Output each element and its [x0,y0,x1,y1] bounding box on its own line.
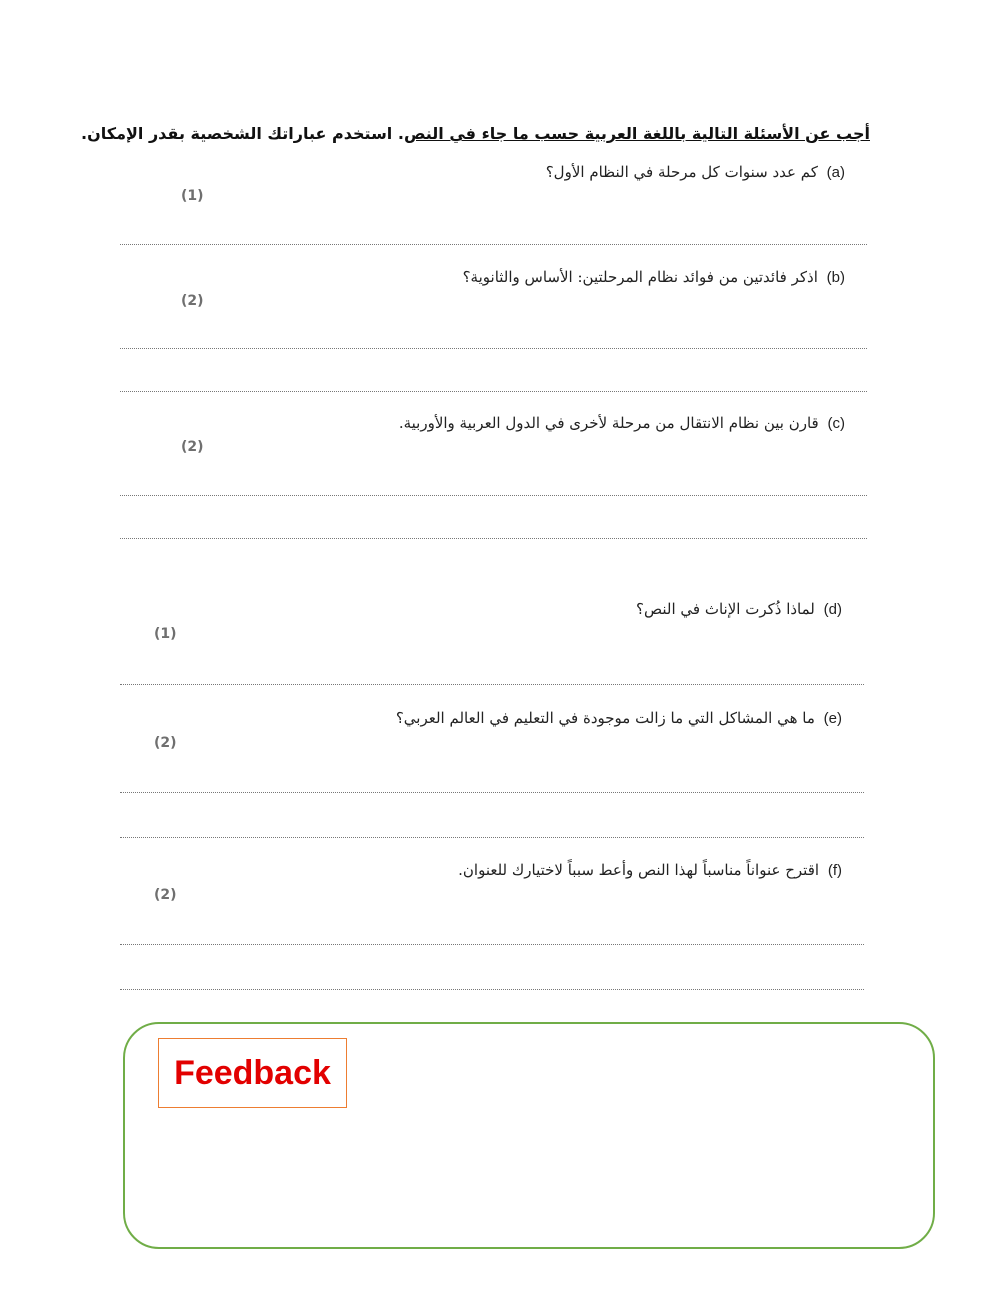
question-text: لماذا ذُكرت الإناث في النص؟ [636,600,815,618]
answer-line[interactable] [120,495,867,496]
instructions-part2: . استخدم عباراتك الشخصية بقدر الإمكان. [81,124,404,143]
question-label: (b) [826,269,845,286]
question-text: قارن بين نظام الانتقال من مرحلة لأخرى في الدول العربية والأوربية. [398,414,819,432]
question-a-mark: (1) [181,188,204,204]
answer-line[interactable] [120,244,867,245]
question-label: (e) [823,710,842,727]
question-text: كم عدد سنوات كل مرحلة في النظام الأول؟ [545,163,818,181]
question-text: اذكر فائدتين من فوائد نظام المرحلتين: الأساس والثانوية؟ [462,268,818,286]
answer-line[interactable] [120,837,864,838]
answer-line[interactable] [120,792,864,793]
question-b [463,268,845,286]
question-f [458,861,842,879]
answer-line[interactable] [120,684,864,685]
question-e-mark: (2) [154,735,177,751]
question-label: (d) [823,601,842,618]
instructions [81,124,870,143]
answer-line[interactable] [120,944,864,945]
instructions-part1: أجب عن الأسئلة التالية باللغة العربية حسب ما جاء في النص [403,124,870,143]
feedback-label: Feedback [158,1038,347,1108]
question-label: (f) [827,862,842,879]
question-f-mark: (2) [154,887,177,903]
question-c [399,414,845,432]
answer-line[interactable] [120,348,867,349]
question-text: اقترح عنواناً مناسباً لهذا النص وأعط سبباً لاختيارك للعنوان. [458,861,820,879]
question-label: (c) [827,415,845,432]
question-text: ما هي المشاكل التي ما زالت موجودة في التعليم في العالم العربي؟ [395,709,815,727]
question-label: (a) [826,164,845,181]
question-e [396,709,842,727]
question-b-mark: (2) [181,293,204,309]
answer-line[interactable] [120,391,867,392]
answer-line[interactable] [120,538,867,539]
question-c-mark: (2) [181,439,204,455]
question-d [636,600,842,618]
answer-line[interactable] [120,989,864,990]
question-d-mark: (1) [154,626,177,642]
question-a [546,163,845,181]
